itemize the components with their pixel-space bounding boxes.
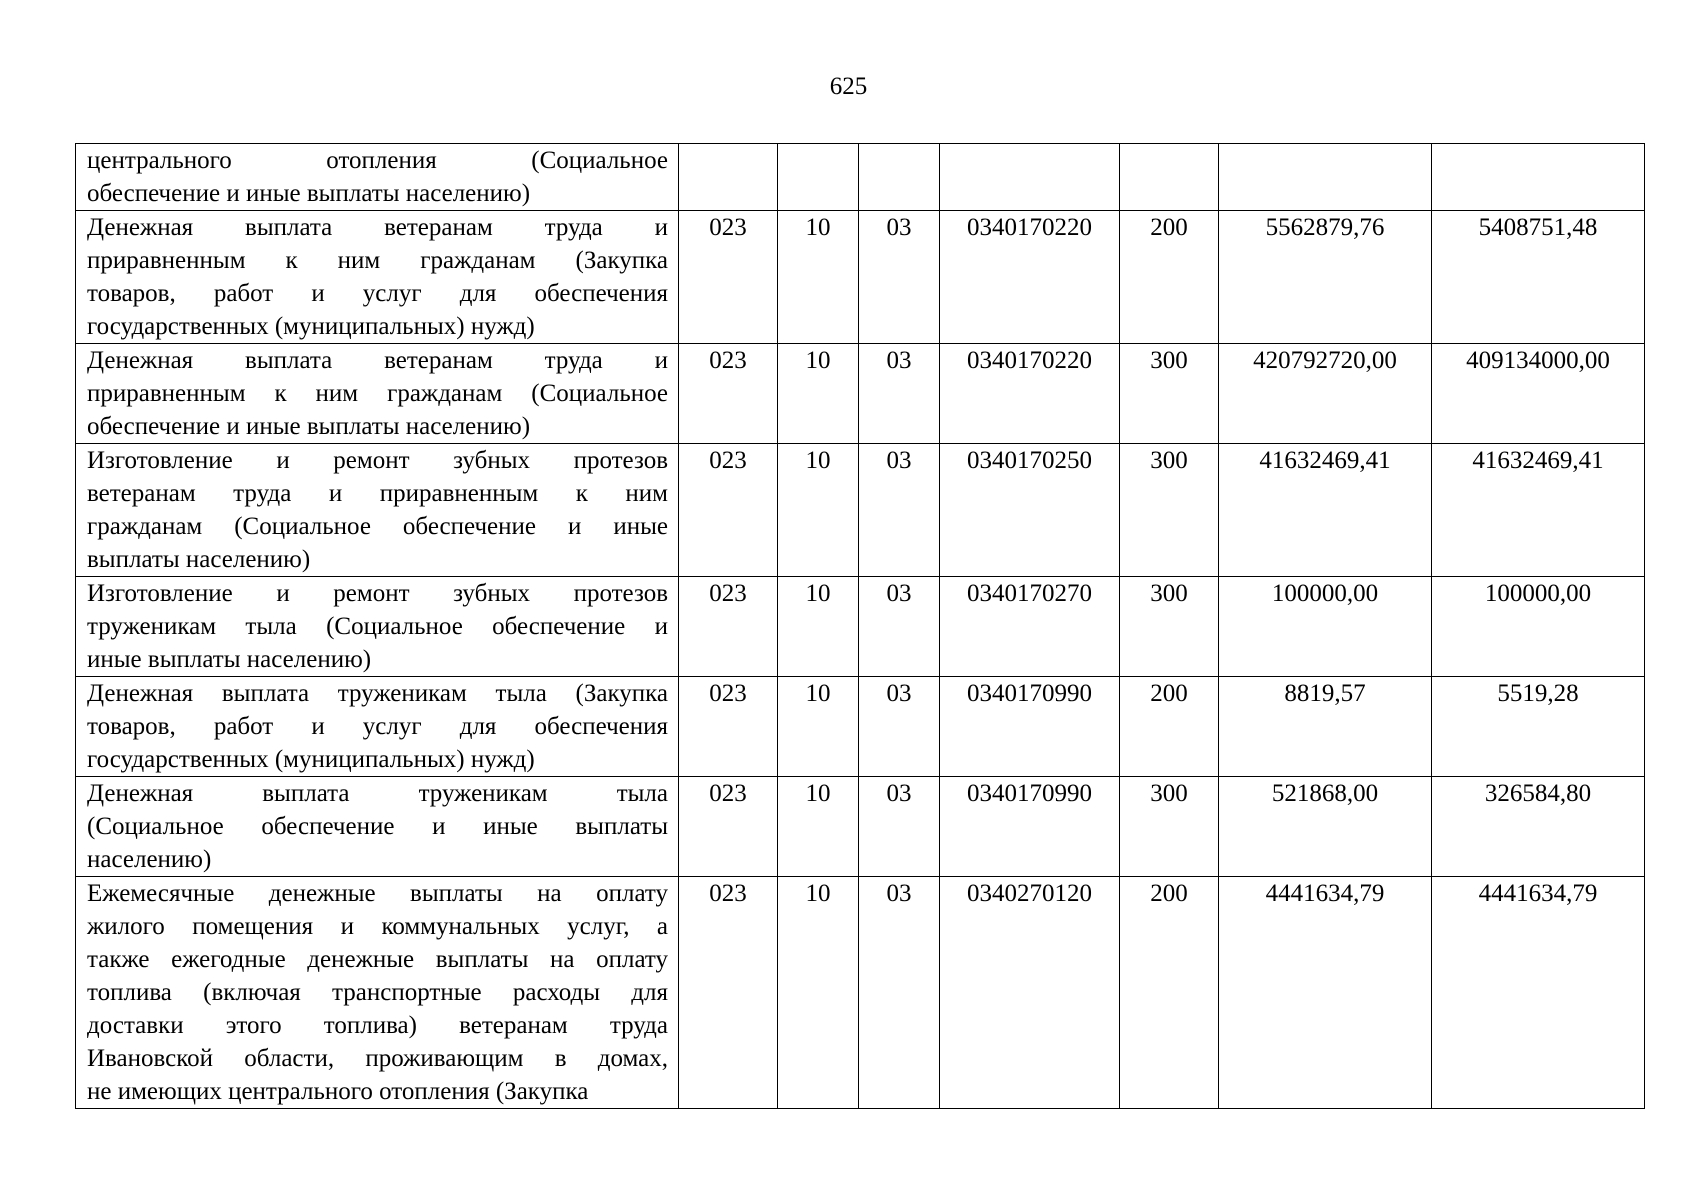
ministry-code-cell: 023 <box>679 211 778 344</box>
description-line: жилого помещения и коммунальных услуг, а <box>87 913 668 940</box>
target-article-cell: 0340170990 <box>940 677 1120 777</box>
amount-year-1-cell: 4441634,79 <box>1219 877 1432 1109</box>
description-line: населению) <box>87 846 212 873</box>
description-line: государственных (муниципальных) нужд) <box>87 746 535 773</box>
description-line: гражданам (Социальное обеспечение и иные <box>87 513 668 540</box>
subsection-code-cell <box>859 144 940 211</box>
amount-year-2-cell <box>1432 144 1645 211</box>
description-line: центрального отопления (Социальное <box>87 147 668 174</box>
description-line: не имеющих центрального отопления (Закупка <box>87 1078 589 1105</box>
section-code-cell: 10 <box>778 877 859 1109</box>
amount-year-2-cell: 409134000,00 <box>1432 344 1645 444</box>
ministry-code-cell: 023 <box>679 877 778 1109</box>
description-line: иные выплаты населению) <box>87 646 372 673</box>
description-line: Изготовление и ремонт зубных протезов <box>87 447 668 474</box>
table-row <box>76 444 1645 577</box>
amount-year-2-cell: 4441634,79 <box>1432 877 1645 1109</box>
description-cell <box>76 144 679 211</box>
description-line: государственных (муниципальных) нужд) <box>87 313 535 340</box>
expense-type-cell: 300 <box>1120 344 1219 444</box>
section-code-cell: 10 <box>778 577 859 677</box>
expense-type-cell: 300 <box>1120 777 1219 877</box>
expense-type-cell <box>1120 144 1219 211</box>
target-article-cell: 0340170220 <box>940 344 1120 444</box>
ministry-code-cell: 023 <box>679 577 778 677</box>
description-line: ветеранам труда и приравненным к ним <box>87 480 668 507</box>
section-code-cell: 10 <box>778 444 859 577</box>
amount-year-1-cell: 420792720,00 <box>1219 344 1432 444</box>
expense-type-cell: 200 <box>1120 677 1219 777</box>
amount-year-1-cell: 5562879,76 <box>1219 211 1432 344</box>
ministry-code-cell <box>679 144 778 211</box>
amount-year-2-cell: 326584,80 <box>1432 777 1645 877</box>
target-article-cell: 0340270120 <box>940 877 1120 1109</box>
description-line: товаров, работ и услуг для обеспечения <box>87 713 668 740</box>
description-line: (Социальное обеспечение и иные выплаты <box>87 813 668 840</box>
description-line: топлива (включая транспортные расходы для <box>87 979 668 1006</box>
expense-type-cell: 300 <box>1120 444 1219 577</box>
table-row <box>76 677 1645 777</box>
subsection-code-cell: 03 <box>859 877 940 1109</box>
subsection-code-cell: 03 <box>859 444 940 577</box>
amount-year-2-cell: 100000,00 <box>1432 577 1645 677</box>
description-line: Денежная выплата труженикам тыла <box>87 780 668 807</box>
table-row <box>76 777 1645 877</box>
subsection-code-cell: 03 <box>859 677 940 777</box>
expense-type-cell: 200 <box>1120 877 1219 1109</box>
subsection-code-cell: 03 <box>859 777 940 877</box>
description-line: также ежегодные денежные выплаты на оплату <box>87 946 668 973</box>
amount-year-1-cell: 521868,00 <box>1219 777 1432 877</box>
description-cell <box>76 444 679 577</box>
amount-year-1-cell: 41632469,41 <box>1219 444 1432 577</box>
ministry-code-cell: 023 <box>679 444 778 577</box>
target-article-cell: 0340170270 <box>940 577 1120 677</box>
table-row <box>76 211 1645 344</box>
description-line: доставки этого топлива) ветеранам труда <box>87 1012 668 1039</box>
description-line: Денежная выплата ветеранам труда и <box>87 214 668 241</box>
target-article-cell: 0340170220 <box>940 211 1120 344</box>
description-line: труженикам тыла (Социальное обеспечение и <box>87 613 668 640</box>
table-row <box>76 877 1645 1109</box>
amount-year-1-cell <box>1219 144 1432 211</box>
description-line: Ивановской области, проживающим в домах, <box>87 1045 668 1072</box>
section-code-cell: 10 <box>778 677 859 777</box>
description-line: приравненным к ним гражданам (Закупка <box>87 247 668 274</box>
description-cell <box>76 344 679 444</box>
section-code-cell: 10 <box>778 777 859 877</box>
description-cell <box>76 777 679 877</box>
description-cell <box>76 211 679 344</box>
ministry-code-cell: 023 <box>679 677 778 777</box>
amount-year-2-cell: 5408751,48 <box>1432 211 1645 344</box>
section-code-cell: 10 <box>778 344 859 444</box>
target-article-cell: 0340170250 <box>940 444 1120 577</box>
expense-type-cell: 300 <box>1120 577 1219 677</box>
section-code-cell: 10 <box>778 211 859 344</box>
amount-year-1-cell: 100000,00 <box>1219 577 1432 677</box>
ministry-code-cell: 023 <box>679 777 778 877</box>
expense-type-cell: 200 <box>1120 211 1219 344</box>
description-line: Денежная выплата труженикам тыла (Закупка <box>87 680 668 707</box>
page-number: 625 <box>829 73 868 100</box>
description-line: приравненным к ним гражданам (Социальное <box>87 380 668 407</box>
subsection-code-cell: 03 <box>859 344 940 444</box>
table-row <box>76 577 1645 677</box>
description-line: выплаты населению) <box>87 546 311 573</box>
table-row <box>76 144 1645 211</box>
budget-table <box>75 143 1645 1109</box>
target-article-cell <box>940 144 1120 211</box>
description-line: обеспечение и иные выплаты населению) <box>87 413 531 440</box>
description-line: товаров, работ и услуг для обеспечения <box>87 280 668 307</box>
amount-year-2-cell: 5519,28 <box>1432 677 1645 777</box>
description-cell <box>76 577 679 677</box>
table-row <box>76 344 1645 444</box>
description-line: Денежная выплата ветеранам труда и <box>87 347 668 374</box>
description-cell <box>76 877 679 1109</box>
amount-year-1-cell: 8819,57 <box>1219 677 1432 777</box>
amount-year-2-cell: 41632469,41 <box>1432 444 1645 577</box>
subsection-code-cell: 03 <box>859 211 940 344</box>
subsection-code-cell: 03 <box>859 577 940 677</box>
section-code-cell <box>778 144 859 211</box>
description-cell <box>76 677 679 777</box>
target-article-cell: 0340170990 <box>940 777 1120 877</box>
description-line: обеспечение и иные выплаты населению) <box>87 180 531 207</box>
ministry-code-cell: 023 <box>679 344 778 444</box>
description-line: Ежемесячные денежные выплаты на оплату <box>87 880 668 907</box>
description-line: Изготовление и ремонт зубных протезов <box>87 580 668 607</box>
table-body <box>76 144 1645 1109</box>
